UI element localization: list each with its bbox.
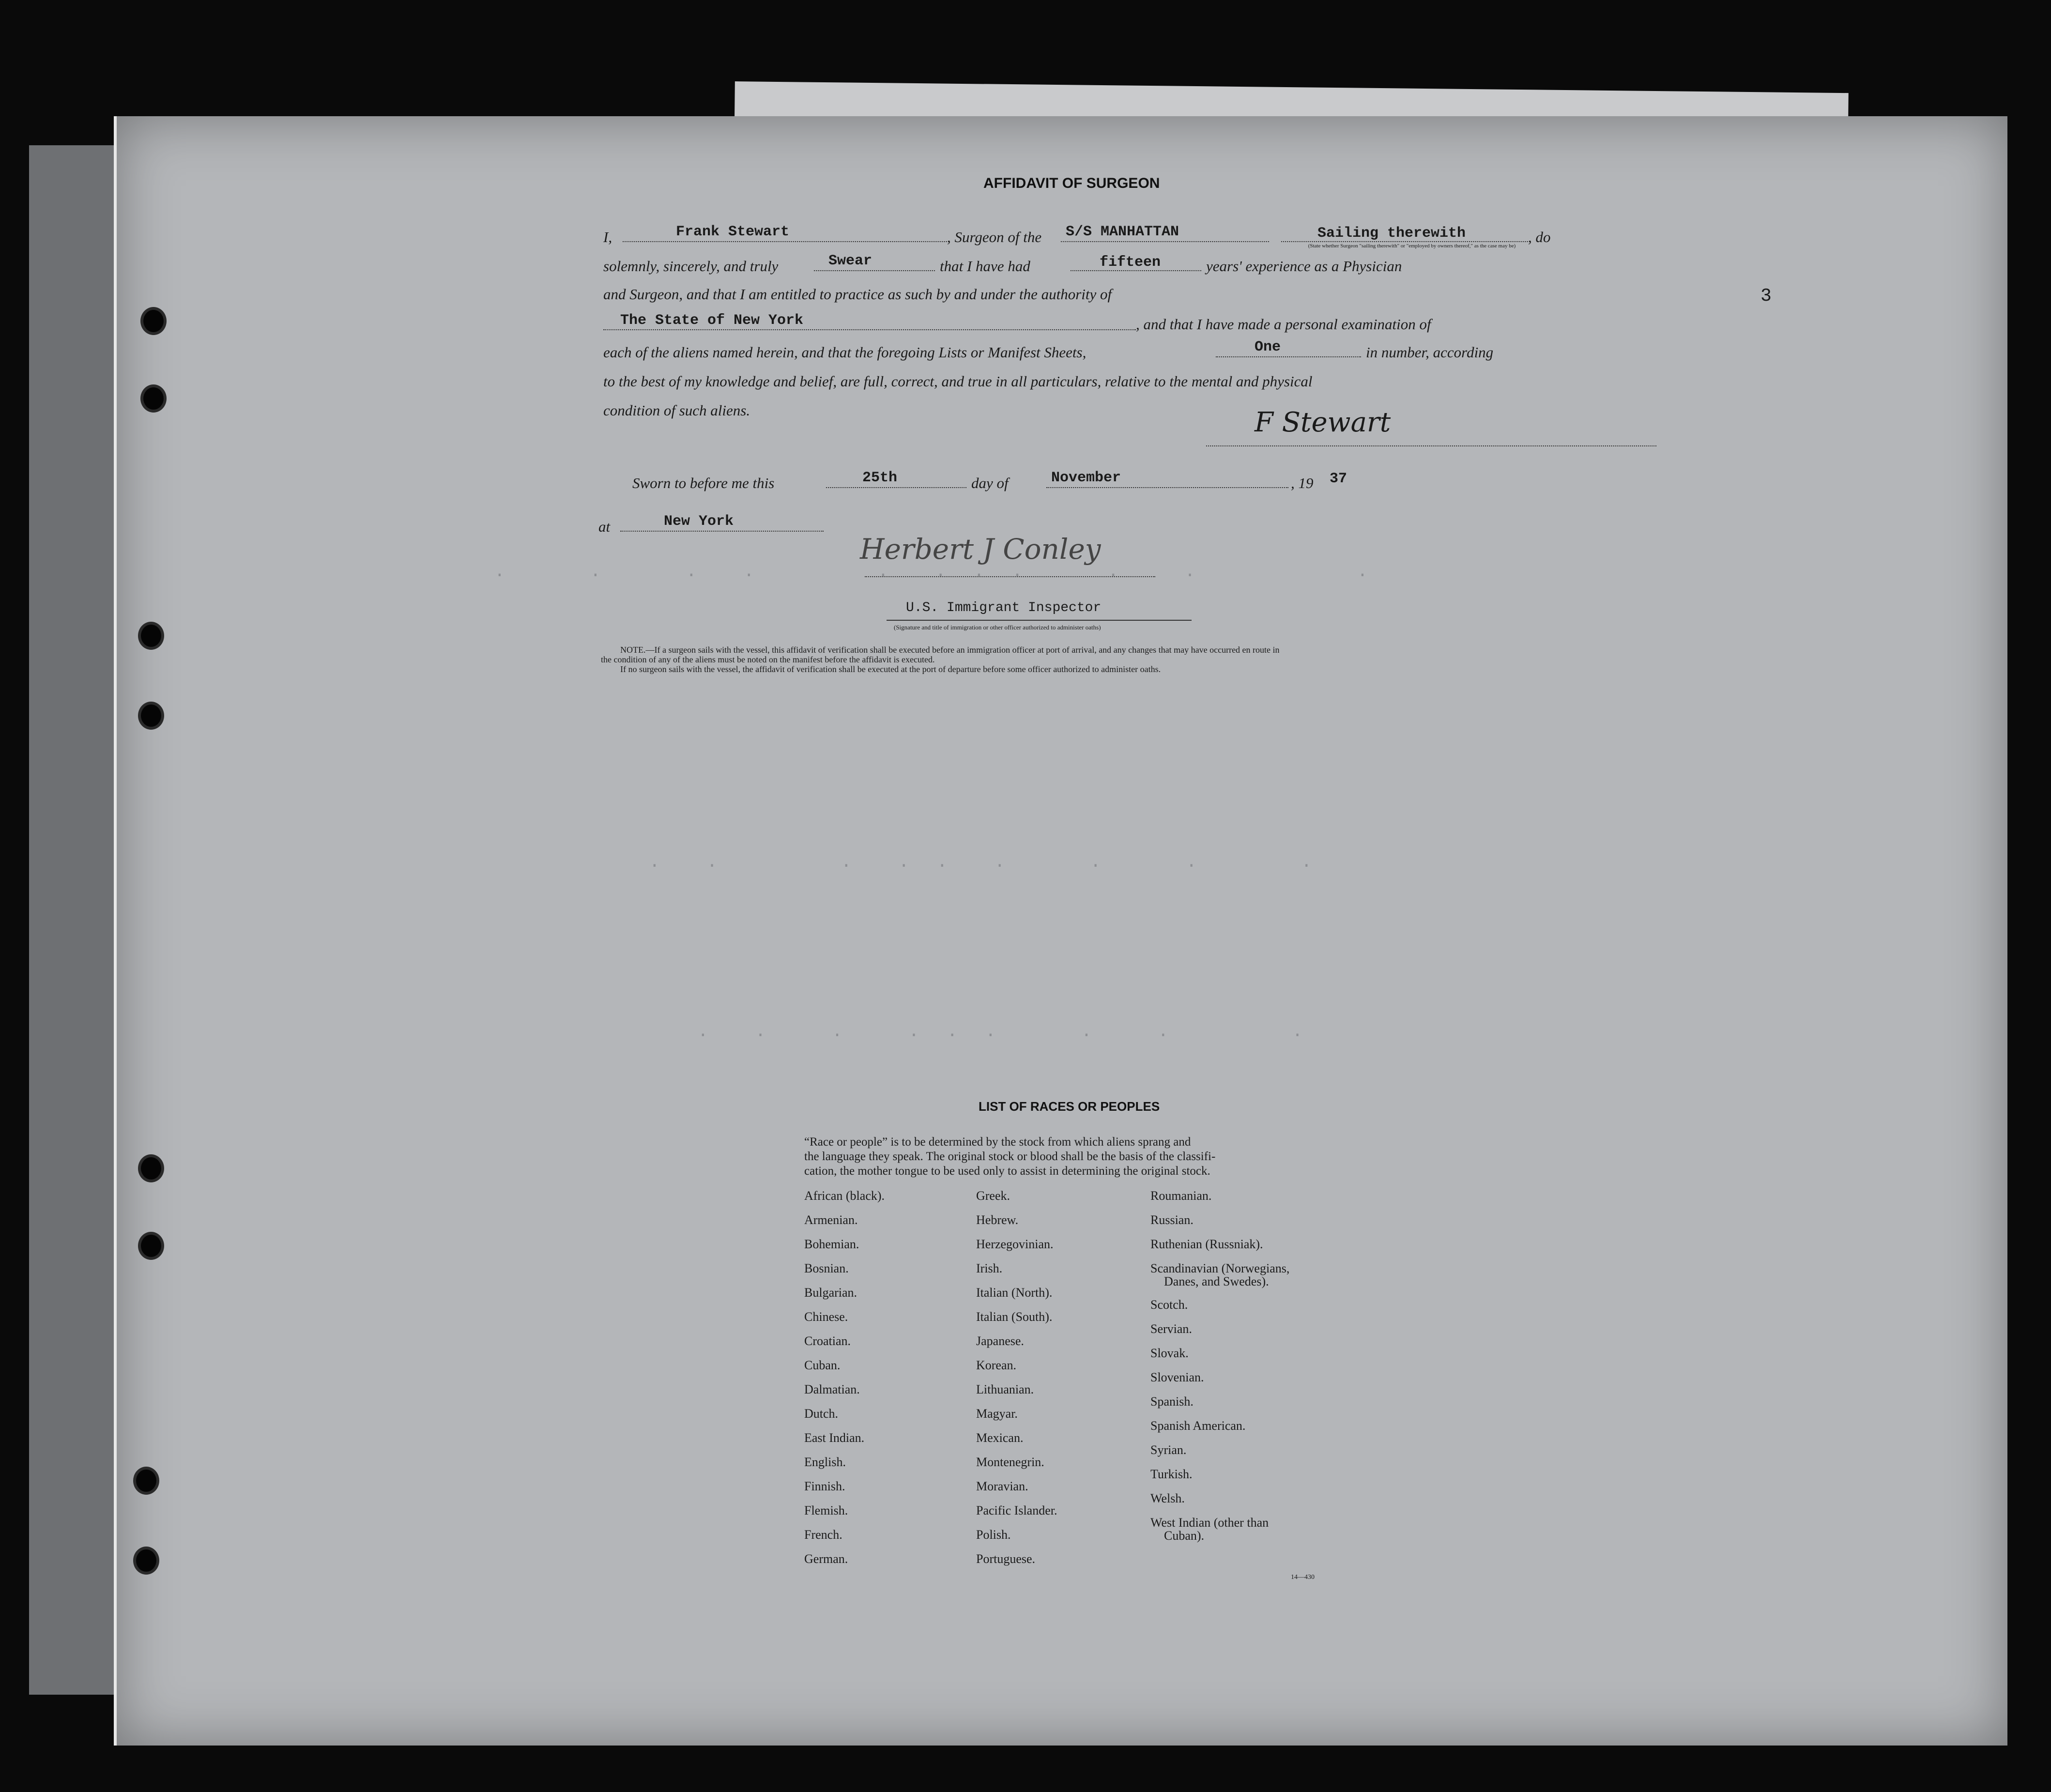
- affidavit-text: , and that I have made a personal examination of: [1136, 316, 1431, 333]
- race-item: Slovak.: [1150, 1346, 1189, 1360]
- sworn-month: November: [1051, 470, 1121, 486]
- race-item: Pacific Islander.: [976, 1503, 1057, 1517]
- binder-hole: [141, 625, 161, 647]
- licensing-authority: The State of New York: [620, 312, 804, 329]
- bleed-through-marks: . . . . . . . . .: [698, 1022, 1312, 1042]
- sworn-text: day of: [971, 475, 1009, 491]
- races-intro: the language they speak. The original stock or blood shall be the basis of the classifi-: [804, 1150, 1216, 1163]
- affidavit-text: years' experience as a Physician: [1206, 258, 1402, 275]
- affidavit-text: and Surgeon, and that I am entitled to practice as such by and under the authority of: [603, 286, 1112, 303]
- race-item: Croatian.: [804, 1334, 851, 1348]
- sworn-place: New York: [664, 513, 734, 530]
- race-item: Polish.: [976, 1528, 1011, 1542]
- race-item: Turkish.: [1150, 1467, 1193, 1481]
- binder-hole: [141, 1157, 161, 1179]
- races-title: LIST OF RACES OR PEOPLES: [979, 1099, 1160, 1114]
- race-item: Roumanian.: [1150, 1189, 1212, 1203]
- race-item: Scandinavian (Norwegians,: [1150, 1261, 1290, 1275]
- race-item: Cuban).: [1164, 1529, 1205, 1543]
- race-item: Armenian.: [804, 1213, 858, 1227]
- form-number: 14—430: [1291, 1574, 1315, 1581]
- race-item: French.: [804, 1528, 842, 1542]
- sworn-day: 25th: [862, 470, 898, 486]
- oath-type: Swear: [828, 253, 872, 269]
- race-item: Dutch.: [804, 1407, 839, 1421]
- inspector-caption: (Signature and title of immigration or other officer authorized to administer oaths): [894, 624, 1101, 631]
- sworn-year: 37: [1330, 471, 1347, 487]
- affidavit-text: , Surgeon of the: [947, 229, 1042, 245]
- race-item: Finnish.: [804, 1479, 845, 1493]
- bleed-through-marks: . . . . . . . . . . .: [494, 562, 1377, 582]
- manifest-page: [114, 116, 2007, 1746]
- sheet-count: One: [1255, 339, 1281, 355]
- race-item: Magyar.: [976, 1407, 1018, 1421]
- race-item: Flemish.: [804, 1503, 848, 1517]
- affidavit-text: solemnly, sincerely, and truly: [603, 258, 779, 275]
- sworn-text: , 19: [1291, 475, 1314, 491]
- races-column-1: [804, 1189, 979, 1576]
- race-item: East Indian.: [804, 1431, 865, 1445]
- races-intro: “Race or people” is to be determined by the stock from which aliens sprang and: [804, 1135, 1191, 1149]
- race-item: Bohemian.: [804, 1237, 859, 1251]
- races-column-3: [1150, 1189, 1354, 1552]
- race-item: Spanish American.: [1150, 1419, 1246, 1433]
- race-item: Herzegovinian.: [976, 1237, 1054, 1251]
- race-item: Spanish.: [1150, 1394, 1194, 1409]
- surgeon-name: Frank Stewart: [676, 224, 790, 240]
- race-item: Bulgarian.: [804, 1286, 857, 1300]
- binder-hole: [141, 1235, 161, 1257]
- sailing-status: Sailing therewith: [1317, 225, 1466, 242]
- race-item: Irish.: [976, 1261, 1003, 1275]
- affidavit-text: in number, according: [1366, 344, 1494, 361]
- signature-line: [865, 576, 1155, 577]
- ship-name: S/S MANHATTAN: [1066, 224, 1179, 240]
- fill-line: [623, 241, 947, 242]
- race-item: Japanese.: [976, 1334, 1024, 1348]
- years-experience: fifteen: [1100, 254, 1161, 271]
- race-item: Montenegrin.: [976, 1455, 1044, 1469]
- race-item: Scotch.: [1150, 1298, 1188, 1312]
- sailing-note: (State whether Surgeon "sailing therewith" or "employed by owners thereof," as the case may be): [1308, 243, 1516, 249]
- race-item: Ruthenian (Russniak).: [1150, 1237, 1263, 1251]
- race-item: Hebrew.: [976, 1213, 1019, 1227]
- race-item: Servian.: [1150, 1322, 1192, 1336]
- binder-hole: [136, 1470, 156, 1492]
- race-item: Danes, and Swedes).: [1164, 1274, 1269, 1288]
- bleed-through-marks: . . . . . . . . .: [649, 852, 1321, 872]
- race-item: Korean.: [976, 1358, 1017, 1372]
- note-line: NOTE.—If a surgeon sails with the vessel, this affidavit of verification shall be executed before an immigration officer at port of arrival, and any changes that may have occurred en route in: [620, 645, 1280, 655]
- fill-line: [814, 270, 935, 271]
- race-item: West Indian (other than: [1150, 1516, 1269, 1530]
- affidavit-text: I,: [603, 229, 612, 245]
- binder-hole: [141, 705, 161, 727]
- fill-line: [1061, 241, 1269, 242]
- fill-line: [620, 531, 824, 532]
- race-item: Syrian.: [1150, 1443, 1187, 1457]
- at-label: at: [598, 518, 611, 535]
- race-item: English.: [804, 1455, 846, 1469]
- affidavit-title: AFFIDAVIT OF SURGEON: [983, 175, 1160, 191]
- inspector-title: U.S. Immigrant Inspector: [906, 600, 1102, 615]
- race-item: Lithuanian.: [976, 1382, 1034, 1396]
- race-item: African (black).: [804, 1189, 885, 1203]
- fill-line: [1046, 487, 1288, 488]
- affidavit-text: that I have had: [940, 258, 1030, 275]
- race-item: Slovenian.: [1150, 1370, 1204, 1384]
- title-line: [887, 620, 1192, 621]
- fill-line: [1216, 356, 1361, 357]
- note-line: the condition of any of the aliens must be noted on the manifest before the affidavit is executed.: [601, 655, 935, 664]
- page-number: 3: [1760, 286, 1772, 306]
- affidavit-text: , do: [1528, 229, 1551, 245]
- race-item: Russian.: [1150, 1213, 1194, 1227]
- race-item: Welsh.: [1150, 1491, 1185, 1505]
- race-item: Cuban.: [804, 1358, 841, 1372]
- race-item: Dalmatian.: [804, 1382, 860, 1396]
- affidavit-text: each of the aliens named herein, and that the foregoing Lists or Manifest Sheets,: [603, 344, 1087, 361]
- race-item: Mexican.: [976, 1431, 1024, 1445]
- race-item: Italian (North).: [976, 1286, 1053, 1300]
- race-item: Portuguese.: [976, 1552, 1036, 1566]
- binder-hole: [143, 310, 164, 332]
- race-item: Moravian.: [976, 1479, 1028, 1493]
- surgeon-signature: F Stewart: [1255, 407, 1391, 438]
- races-column-2: [976, 1189, 1150, 1576]
- signature-line: [1206, 445, 1656, 446]
- race-item: Bosnian.: [804, 1261, 849, 1275]
- note-line: If no surgeon sails with the vessel, the affidavit of verification shall be executed at the port of departure before some officer authorized to administer oaths.: [620, 664, 1161, 674]
- affidavit-text: condition of such aliens.: [603, 402, 750, 419]
- binder-hole: [136, 1549, 156, 1572]
- race-item: Greek.: [976, 1189, 1010, 1203]
- races-intro: cation, the mother tongue to be used only to assist in determining the original stock.: [804, 1164, 1210, 1178]
- inspector-signature: Herbert J Conley: [860, 533, 1101, 566]
- binder-hole: [143, 387, 164, 410]
- race-item: Chinese.: [804, 1310, 848, 1324]
- sworn-text: Sworn to before me this: [632, 475, 775, 491]
- binding-strip: [29, 145, 121, 1695]
- fill-line: [603, 329, 1136, 330]
- fill-line: [826, 487, 966, 488]
- race-item: Italian (South).: [976, 1310, 1053, 1324]
- race-item: German.: [804, 1552, 848, 1566]
- affidavit-text: to the best of my knowledge and belief, are full, correct, and true in all particulars, relative to the mental and physical: [603, 373, 1313, 390]
